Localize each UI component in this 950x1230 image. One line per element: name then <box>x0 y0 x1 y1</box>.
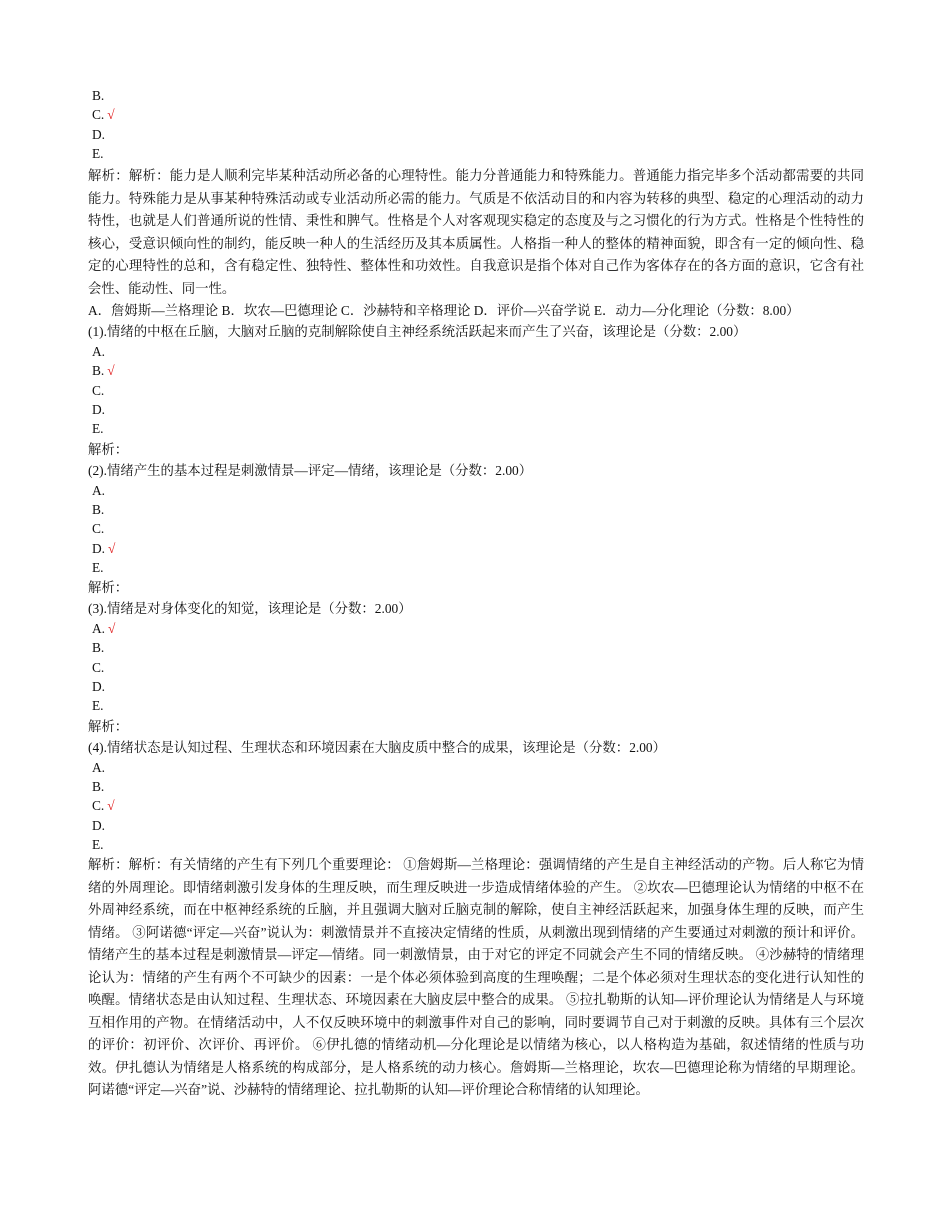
question-3-stem: (3).情绪是对身体变化的知觉，该理论是（分数：2.00） <box>88 601 412 617</box>
question-4-stem: (4).情绪状态是认知过程、生理状态和环境因素在大脑皮质中整合的成果，该理论是（分数：2.00） <box>88 739 667 755</box>
option-c: C. √ <box>92 107 115 123</box>
option-a: A. √ <box>92 621 116 637</box>
question-4-options <box>88 758 864 854</box>
question-3-analysis: 解析： <box>88 718 129 734</box>
option-a: A. <box>92 482 106 498</box>
option-b: B. <box>92 88 105 103</box>
correct-check-mark: √ <box>107 363 115 379</box>
option-c: C. <box>92 382 105 398</box>
question-2-stem: (2).情绪产生的基本过程是刺激情景—评定—情绪，该理论是（分数：2.00） <box>88 462 533 478</box>
correct-check-mark: √ <box>108 540 116 556</box>
option-c: C. √ <box>92 798 115 814</box>
question-2-options <box>88 481 864 577</box>
question-2-analysis: 解析： <box>88 580 129 596</box>
question-3-options <box>88 619 864 715</box>
option-d: D. <box>92 817 106 833</box>
question-1-stem: (1).情绪的中枢在丘脑，大脑对丘脑的克制解除使自主神经系统活跃起来而产生了兴奋，该理论是（分数：2.00） <box>88 324 747 340</box>
option-e: E. <box>92 836 104 852</box>
option-b: B. <box>92 640 105 656</box>
question-4-analysis: 解析：解析：有关情绪的产生有下列几个重要理论： ①詹姆斯—兰格理论：强调情绪的产生是自主神经活动的产物。后人称它为情绪的外周理论。即情绪刺激引发身体的生理反映，而生理反映进一步造成情绪体验的产生。 ②坎农—巴德理论认为情绪的中枢不在外周神经系统，而在中枢神经系统的丘脑，并且强调大脑对丘脑克制的解除，使自主神经活跃起来，加强身体生理的反映，而产生情绪。 ③阿诺德“评定—兴奋”说认为：刺激情景并不直接决定情绪的性质，从刺激出现到情绪的产生要通过对刺激的预计和评价。情绪产生的基本过程是刺激情景—评定—情绪。同一刺激情景，由于对它的评定不同就会产生不同的情绪反映。 ④沙赫特的情绪理论认为：情绪的产生有两个不可缺少的因素：一是个体必须体验到高度的生理唤醒；二是个体必须对生理状态的变化进行认知性的唤醒。情绪状态是由认知过程、生理状态、环境因素在大脑皮层中整合的成果。 ⑤拉扎勒斯的认知—评价理论认为情绪是人与环境互相作用的产物。在情绪活动中，人不仅反映环境中的刺激事件对自己的影响，同时要调节自己对于刺激的反映。具体有三个层次的评价：初评价、次评价、再评价。 ⑥伊扎德的情绪动机—分化理论是以情绪为核心，以人格构造为基础，叙述情绪的性质与功效。伊扎德认为情绪是人格系统的构成部分，是人格系统的动力核心。詹姆斯—兰格理论，坎农—巴德理论称为情绪的早期理论。阿诺德“评定—兴奋”说、沙赫特的情绪理论、拉扎勒斯的认知—评价理论合称情绪的认知理论。 <box>88 857 864 1098</box>
question-1-options <box>88 342 864 438</box>
option-b: B. <box>92 501 105 517</box>
group-header: A．詹姆斯—兰格理论 B．坎农—巴德理论 C．沙赫特和辛格理论 D．评价—兴奋学说 E．动力—分化理论（分数：8.00） <box>88 303 800 319</box>
option-e: E. <box>92 559 104 575</box>
correct-check-mark: √ <box>107 107 115 123</box>
option-d: D. <box>92 679 106 695</box>
correct-check-mark: √ <box>108 621 116 637</box>
question-1-analysis: 解析： <box>88 441 129 457</box>
exam-page <box>88 86 864 1102</box>
option-d: D. <box>92 126 106 142</box>
option-b: B. √ <box>92 363 115 379</box>
option-e: E. <box>92 145 104 161</box>
option-d: D. √ <box>92 540 116 556</box>
q0-options <box>88 86 864 163</box>
option-c: C. <box>92 659 105 675</box>
option-a: A. <box>92 759 106 775</box>
option-b: B. <box>92 778 105 794</box>
option-a: A. <box>92 344 106 360</box>
option-d: D. <box>92 402 106 418</box>
option-e: E. <box>92 698 104 714</box>
option-c: C. <box>92 521 105 537</box>
q0-analysis: 解析：解析：能力是人顺利完毕某种活动所必备的心理特性。能力分普通能力和特殊能力。普通能力指完毕多个活动都需要的共同能力。特殊能力是从事某种特殊活动或专业活动所必需的能力。气质是不依活动目的和内容为转移的典型、稳定的心理活动的动力特性，也就是人们普通所说的性情、秉性和脾气。性格是个人对客观现实稳定的态度及与之习惯化的行为方式。性格是个性特性的核心，受意识倾向性的制约，能反映一种人的生活经历及其本质属性。人格指一种人的整体的精神面貌，即含有一定的倾向性、稳定的心理特性的总和，含有稳定性、独特性、整体性和功效性。自我意识是指个体对自己作为客体存在的各方面的意识，它含有社会性、能动性、同一性。 <box>88 168 864 296</box>
correct-check-mark: √ <box>107 798 115 814</box>
option-e: E. <box>92 421 104 437</box>
